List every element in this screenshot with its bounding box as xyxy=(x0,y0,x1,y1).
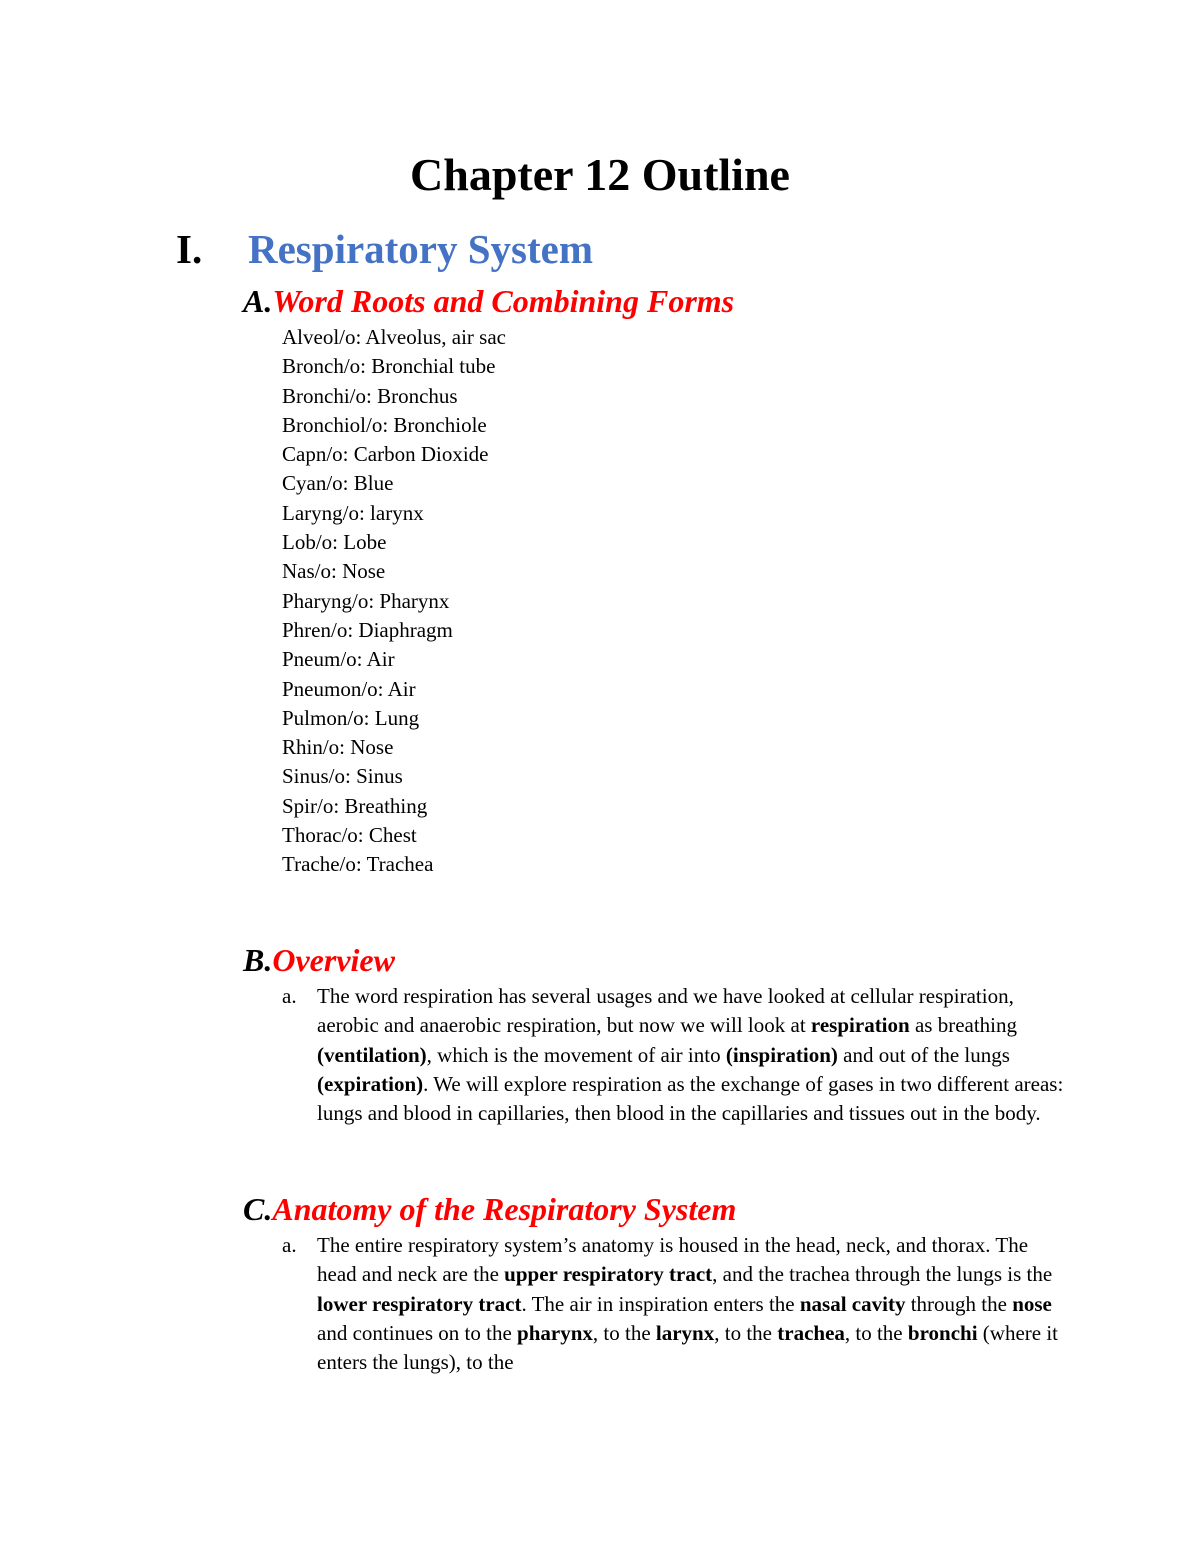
bold-term: upper respiratory tract xyxy=(504,1262,713,1287)
word-root-item: Bronchiol/o: Bronchiole xyxy=(282,412,487,437)
text-run: The word respiration has several usages and we have looked at cellular respiration, aerobic and anaerobic respiration, but now we will look at xyxy=(317,984,1014,1038)
word-root-item: Bronchi/o: Bronchus xyxy=(282,383,458,408)
text-run: The entire respiratory system’s anatomy is housed in the head, neck, and thorax. The head and neck are the xyxy=(317,1233,1029,1287)
word-root-item: Sinus/o: Sinus xyxy=(282,764,403,789)
word-root-item: Lob/o: Lobe xyxy=(282,530,387,555)
list-marker-c: a. xyxy=(282,1233,297,1257)
text-run: , to the xyxy=(592,1320,656,1345)
anatomy-paragraph xyxy=(282,1231,1072,1377)
overview-paragraph xyxy=(282,982,1072,1128)
text-run: , to the xyxy=(714,1320,778,1345)
anatomy-text xyxy=(317,1231,1072,1377)
subsection-title-a: Word Roots and Combining Forms xyxy=(272,283,735,319)
text-run: as breathing xyxy=(909,1013,1017,1038)
word-root-item: Thorac/o: Chest xyxy=(282,823,417,848)
subsection-heading-b xyxy=(243,940,395,980)
bold-term: nose xyxy=(1012,1291,1052,1316)
word-root-item: Nas/o: Nose xyxy=(282,559,386,584)
text-run: and out of the lungs xyxy=(837,1042,1010,1067)
text-run: , and the trachea through the lungs is the xyxy=(712,1262,1053,1287)
subsection-heading-c xyxy=(243,1189,736,1229)
bold-term: nasal cavity xyxy=(799,1291,906,1316)
bold-term: (ventilation) xyxy=(317,1042,427,1067)
word-root-item: Bronch/o: Bronchial tube xyxy=(282,354,496,379)
bold-term: (expiration) xyxy=(317,1071,424,1096)
text-run: , to the xyxy=(844,1320,908,1345)
overview-text xyxy=(317,982,1072,1128)
word-root-item: Cyan/o: Blue xyxy=(282,471,394,496)
bold-term: larynx xyxy=(655,1320,715,1345)
word-roots-list xyxy=(282,323,506,880)
word-root-item: Pneum/o: Air xyxy=(282,647,395,672)
bold-term: respiration xyxy=(810,1013,910,1038)
subsection-title-b: Overview xyxy=(272,942,395,978)
subsection-title-c: Anatomy of the Respiratory System xyxy=(272,1191,737,1227)
section-title: Respiratory System xyxy=(248,226,594,272)
text-run: (where it enters the lungs), to the xyxy=(317,1320,1058,1375)
subsection-letter-a: A. xyxy=(243,283,273,319)
section-heading xyxy=(176,224,593,274)
word-root-item: Pharyng/o: Pharynx xyxy=(282,588,450,613)
subsection-letter-c: C. xyxy=(243,1191,273,1227)
word-root-item: Trache/o: Trachea xyxy=(282,852,434,877)
section-numeral: I. xyxy=(176,226,203,272)
text-run: . The air in inspiration enters the xyxy=(521,1291,800,1316)
text-run: , which is the movement of air into xyxy=(426,1042,726,1067)
list-marker-b: a. xyxy=(282,984,297,1008)
word-root-item: Alveol/o: Alveolus, air sac xyxy=(282,325,506,349)
bold-term: trachea xyxy=(777,1320,845,1345)
subsection-letter-b: B. xyxy=(243,942,273,978)
text-run: and continues on to the xyxy=(317,1320,518,1345)
text-run: through the xyxy=(905,1291,1013,1316)
word-root-item: Spir/o: Breathing xyxy=(282,793,428,818)
word-root-item: Phren/o: Diaphragm xyxy=(282,617,453,642)
word-root-item: Pulmon/o: Lung xyxy=(282,705,420,730)
text-run: . We will explore respiration as the exchange of gases in two different areas: lungs and blood in capillaries, then blood in the capillaries and tissues out in the body. xyxy=(317,1071,1064,1126)
bold-term: (inspiration) xyxy=(725,1042,838,1067)
bold-term: pharynx xyxy=(517,1320,593,1345)
bold-term: lower respiratory tract xyxy=(317,1291,522,1316)
word-root-item: Rhin/o: Nose xyxy=(282,735,394,760)
word-root-item: Laryng/o: larynx xyxy=(282,500,424,525)
word-root-item: Capn/o: Carbon Dioxide xyxy=(282,442,489,467)
subsection-heading-a xyxy=(243,281,734,321)
word-root-item: Pneumon/o: Air xyxy=(282,676,416,701)
page-title: Chapter 12 Outline xyxy=(410,149,790,200)
bold-term: bronchi xyxy=(907,1320,978,1345)
